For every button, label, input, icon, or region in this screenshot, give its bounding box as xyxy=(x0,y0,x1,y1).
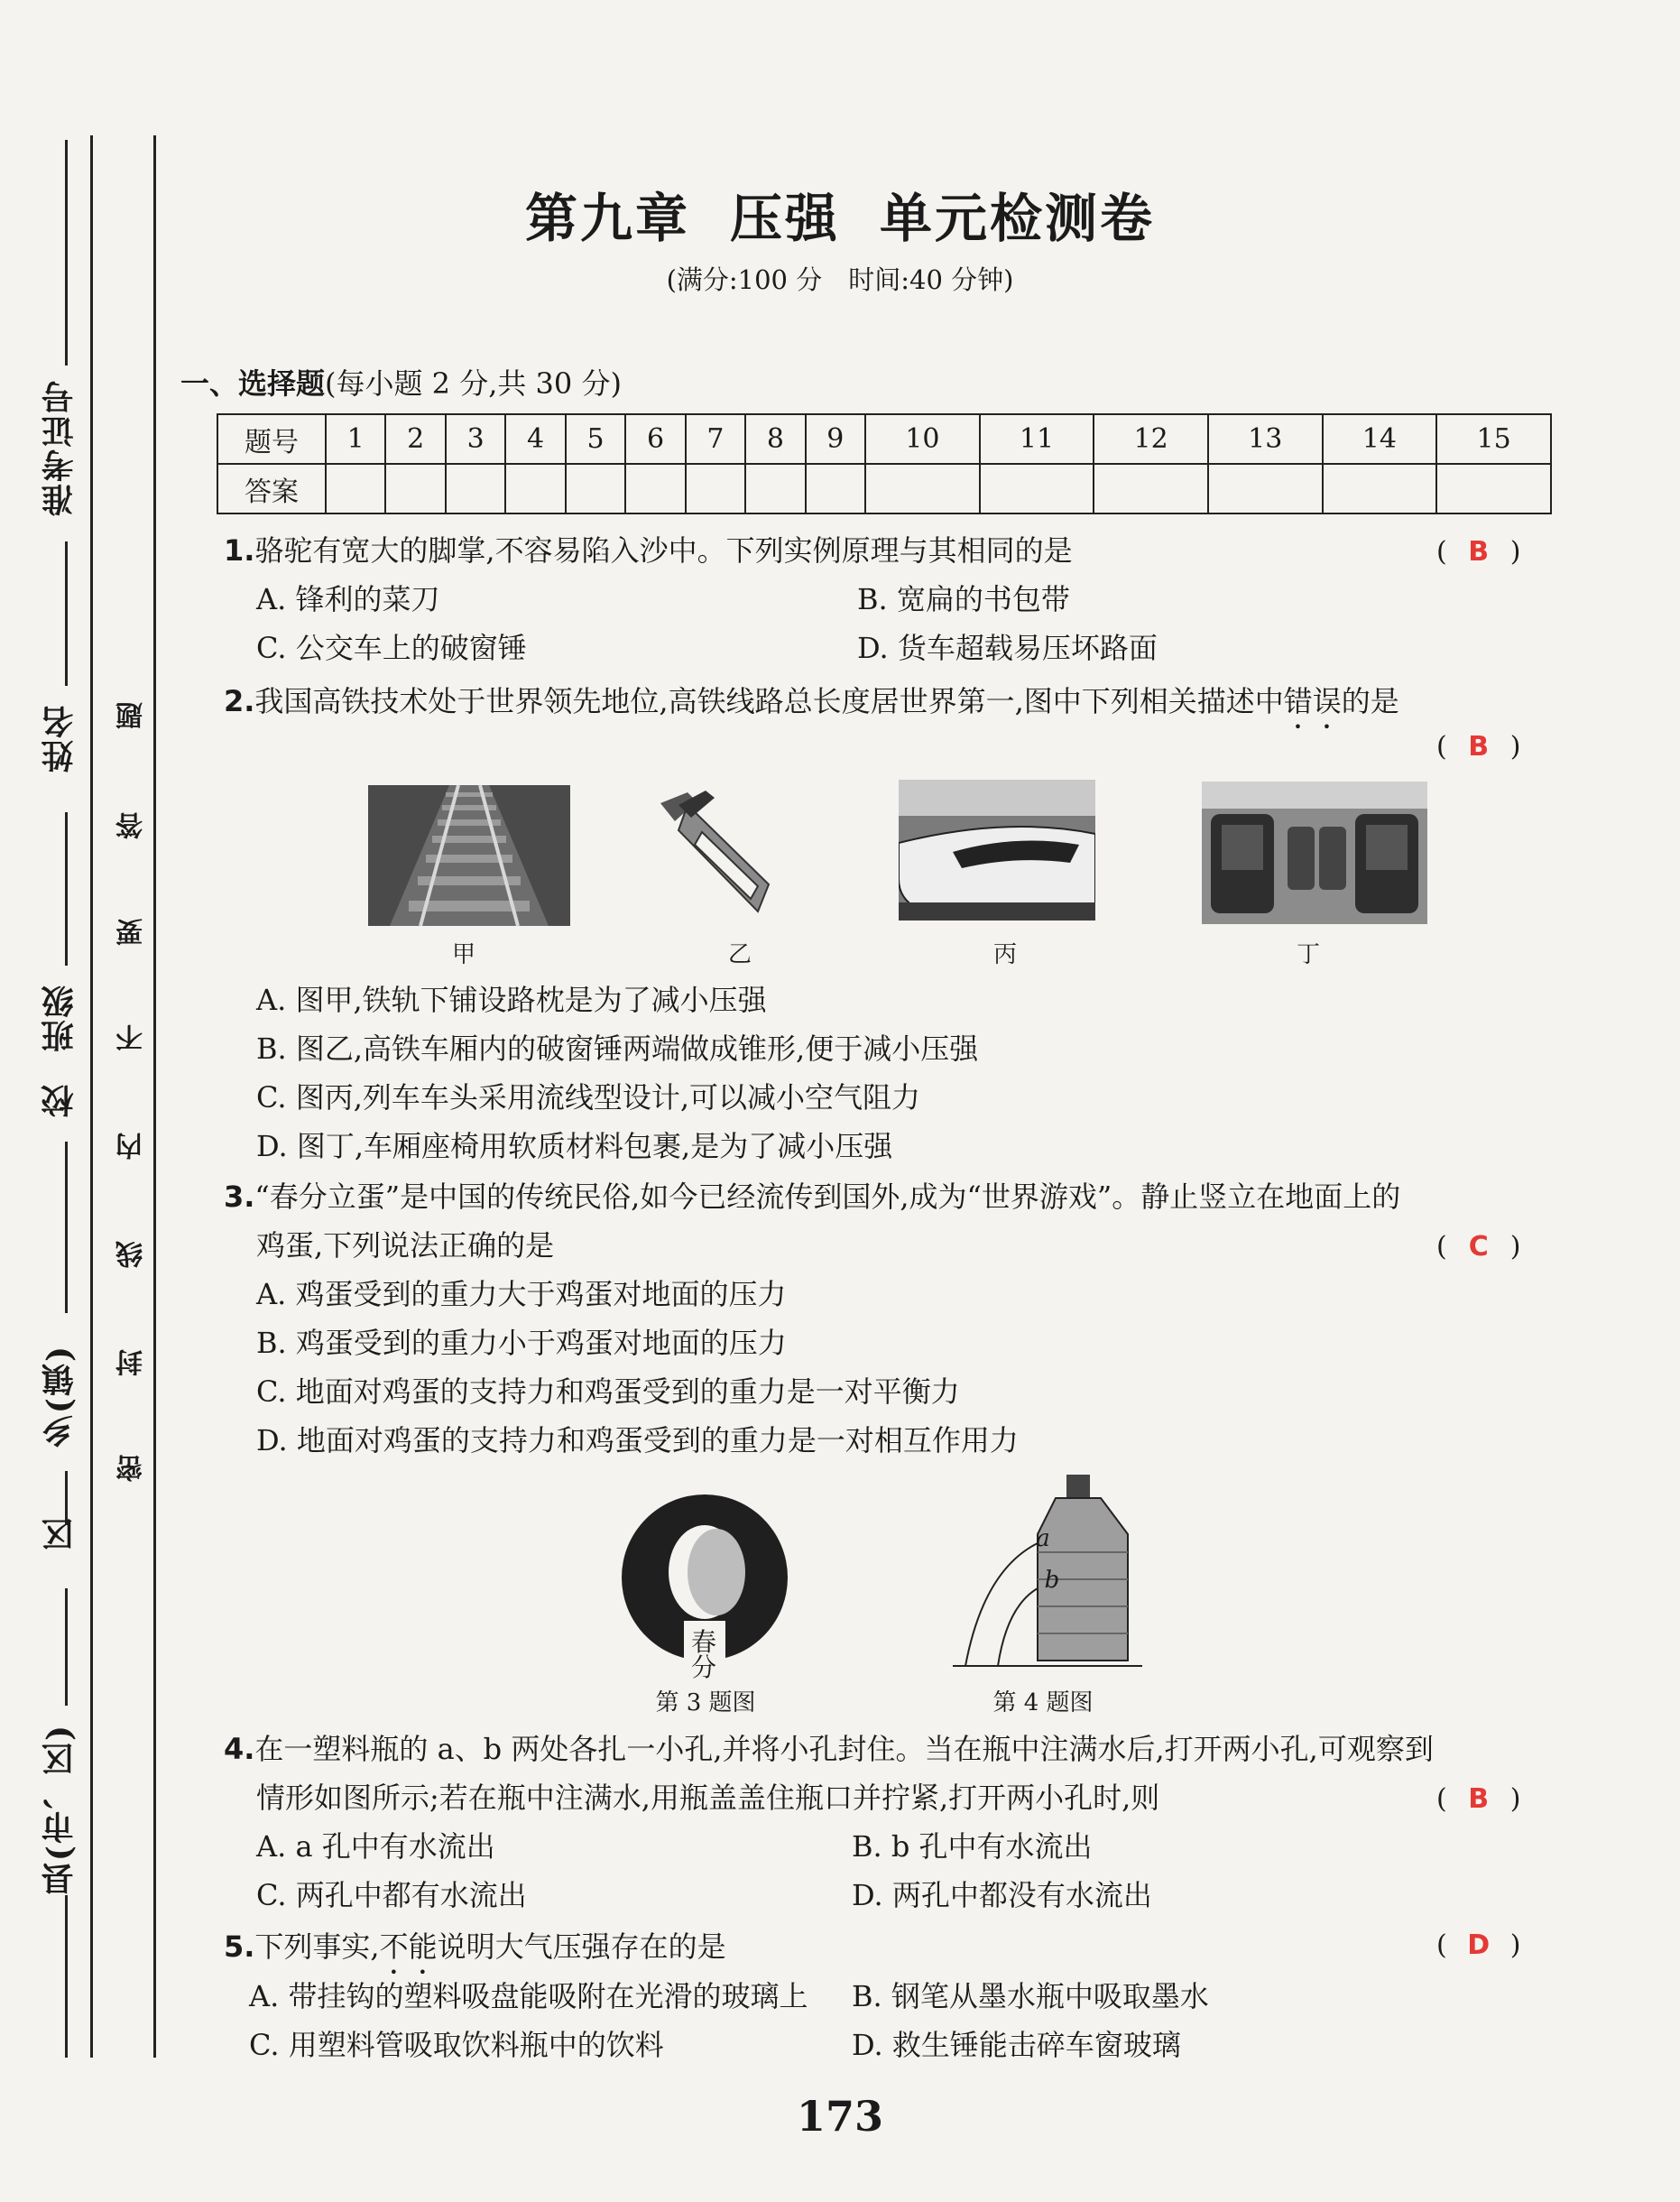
q1-answer: ( B ) xyxy=(1436,536,1521,568)
q5-text-emphasis: 不能 xyxy=(379,1929,438,1964)
q3-stem-line2: 鸡蛋,下列说法正确的是 xyxy=(256,1228,555,1263)
margin-label-school: 校 xyxy=(41,1083,78,1117)
seal-char-7: 封 xyxy=(116,1349,148,1376)
q3-option-c: C. 地面对鸡蛋的支持力和鸡蛋受到的重力是一对平衡力 xyxy=(256,1374,960,1409)
q1-option-a: A. 锋利的菜刀 xyxy=(256,582,440,616)
q2-option-c: C. 图丙,列车车头采用流线型设计,可以减小空气阻力 xyxy=(256,1080,921,1115)
answer-cell[interactable] xyxy=(1208,464,1323,513)
q3-option-a: A. 鸡蛋受到的重力大于鸡蛋对地面的压力 xyxy=(256,1277,787,1311)
figure-egg-label-1: 春 xyxy=(690,1627,716,1657)
answer-cell[interactable] xyxy=(686,464,745,513)
margin-blank-exam-id xyxy=(65,140,68,365)
seal-char-3: 要 xyxy=(116,919,148,946)
q1-option-c: C. 公交车上的破窗锤 xyxy=(256,631,527,665)
answer-cell[interactable] xyxy=(326,464,385,513)
answer-cell[interactable] xyxy=(980,464,1094,513)
q3-option-b: B. 鸡蛋受到的重力小于鸡蛋对地面的压力 xyxy=(256,1326,787,1360)
q5-answer-letter: D xyxy=(1467,1929,1491,1961)
q3-stem-line1 xyxy=(224,1180,1401,1214)
q5-text-a: 下列事实, xyxy=(254,1929,380,1964)
table-number: 13 xyxy=(1208,414,1323,464)
q4-stem-line2: 情形如图所示;若在瓶中注满水,用瓶盖盖住瓶口并拧紧,打开两小孔时,则 xyxy=(256,1781,1160,1815)
q5-option-c: C. 用塑料管吸取饮料瓶中的饮料 xyxy=(249,2028,664,2062)
answer-cell[interactable] xyxy=(865,464,980,513)
table-number: 4 xyxy=(505,414,565,464)
answer-cell[interactable] xyxy=(1323,464,1437,513)
seal-char-5: 内 xyxy=(116,1133,148,1160)
title-test: 单元检测卷 xyxy=(880,188,1156,249)
answer-cell[interactable] xyxy=(385,464,445,513)
q2-option-b: B. 图乙,高铁车厢内的破窗锤两端做成锥形,便于减小压强 xyxy=(256,1032,979,1066)
q2-text-b: 的是 xyxy=(1341,684,1399,718)
seal-char-2: 答 xyxy=(116,812,148,839)
table-number: 14 xyxy=(1323,414,1437,464)
table-number: 7 xyxy=(686,414,745,464)
section-heading xyxy=(180,361,622,402)
answer-cell[interactable] xyxy=(446,464,505,513)
q3-option-d: D. 地面对鸡蛋的支持力和鸡蛋受到的重力是一对相互作用力 xyxy=(256,1423,1019,1457)
table-number: 12 xyxy=(1094,414,1208,464)
q3-answer: ( C ) xyxy=(1436,1231,1521,1263)
table-number: 15 xyxy=(1436,414,1551,464)
section-title: 一、选择题 xyxy=(180,366,326,401)
q2-answer-letter: B xyxy=(1468,731,1490,763)
q2-text-a: 我国高铁技术处于世界领先地位,高铁线路总长度居世界第一,图中下列相关描述中 xyxy=(254,684,1284,718)
figure-bottle-label-b: b xyxy=(1044,1567,1060,1594)
title-topic: 压强 xyxy=(729,188,840,249)
figure-caption-ding: 丁 xyxy=(1296,941,1320,968)
table-number: 6 xyxy=(625,414,685,464)
q1-option-d: D. 货车超载易压坏路面 xyxy=(857,631,1158,665)
q4-answer-letter: B xyxy=(1468,1783,1490,1815)
answer-table-answer-row xyxy=(217,464,1551,513)
figure-caption-jia: 甲 xyxy=(451,941,475,968)
seal-char-4: 不 xyxy=(116,1024,148,1051)
table-number: 1 xyxy=(326,414,385,464)
margin-blank-school xyxy=(65,1142,68,1313)
q2-number: 2. xyxy=(224,684,255,718)
q4-text-1: 在一塑料瓶的 a、b 两处各扎一小孔,并将小孔封住。当在瓶中注满水后,打开两小孔,可观察到 xyxy=(254,1732,1434,1766)
margin-blank-class xyxy=(65,812,68,966)
q5-option-a: A. 带挂钩的塑料吸盘能吸附在光滑的玻璃上 xyxy=(249,1979,808,2013)
q2-option-a: A. 图甲,铁轨下铺设路枕是为了减小压强 xyxy=(256,983,767,1017)
table-number: 2 xyxy=(385,414,445,464)
margin-blank-district xyxy=(65,1588,68,1706)
q3-answer-letter: C xyxy=(1468,1231,1489,1263)
figure-caption-yi: 乙 xyxy=(727,941,752,968)
figure-caption-q3: 第 3 题图 xyxy=(655,1689,756,1716)
answer-cell[interactable] xyxy=(625,464,685,513)
answer-cell[interactable] xyxy=(566,464,625,513)
page-number: 173 xyxy=(796,2092,884,2141)
q3-text-1: “春分立蛋”是中国的传统民俗,如今已经流传到国外,成为“世界游戏”。静止竖立在地面上的 xyxy=(254,1180,1401,1214)
q4-stem-line1 xyxy=(224,1732,1434,1766)
table-label-answer: 答案 xyxy=(217,464,326,513)
table-label-number: 题号 xyxy=(217,414,326,464)
figure-bullet-train xyxy=(899,780,1095,921)
q1-stem xyxy=(224,533,1073,568)
table-number: 8 xyxy=(745,414,805,464)
seal-char-1: 题 xyxy=(116,702,148,729)
margin-label-district: 区 xyxy=(41,1516,78,1550)
q2-option-d: D. 图丁,车厢座椅用软质材料包裹,是为了减小压强 xyxy=(256,1129,893,1163)
answer-table-number-row xyxy=(217,414,1551,464)
margin-label-name: 姓名 xyxy=(41,704,78,773)
answer-cell[interactable] xyxy=(505,464,565,513)
title-chapter: 第九章 xyxy=(524,188,690,249)
q5-option-d: D. 救生锤能击碎车窗玻璃 xyxy=(852,2028,1181,2062)
seal-char-8: 密 xyxy=(116,1455,148,1482)
q5-answer: ( D ) xyxy=(1436,1929,1521,1961)
q1-answer-letter: B xyxy=(1468,536,1490,568)
q2-stem xyxy=(224,684,1399,736)
answer-cell[interactable] xyxy=(745,464,805,513)
figure-train-seats xyxy=(1202,782,1427,924)
binding-line-inner xyxy=(153,135,156,2058)
q5-option-b: B. 钢笔从墨水瓶中吸取墨水 xyxy=(852,1979,1209,2013)
figure-safety-hammer xyxy=(651,785,805,921)
answer-table xyxy=(217,413,1552,514)
figure-caption-q4: 第 4 题图 xyxy=(992,1689,1094,1716)
figure-egg-label-2: 分 xyxy=(690,1652,716,1682)
figure-caption-bing: 丙 xyxy=(992,941,1017,968)
binding-line-outer xyxy=(90,135,93,2058)
table-number: 9 xyxy=(806,414,865,464)
q4-answer: ( B ) xyxy=(1436,1783,1521,1815)
page-title xyxy=(0,176,1680,252)
margin-blank-county xyxy=(65,1895,68,2058)
q4-option-a: A. a 孔中有水流出 xyxy=(256,1829,495,1864)
section-note: (每小题 2 分,共 30 分) xyxy=(325,366,622,401)
answer-cell[interactable] xyxy=(1094,464,1208,513)
margin-label-exam-id: 准考证号 xyxy=(41,379,78,516)
q5-text-b: 说明大气压强存在的是 xyxy=(437,1929,726,1964)
answer-cell[interactable] xyxy=(1436,464,1551,513)
q5-number: 5. xyxy=(224,1929,255,1964)
margin-blank-name xyxy=(65,541,68,686)
q4-option-c: C. 两孔中都有水流出 xyxy=(256,1878,527,1912)
q4-option-b: B. b 孔中有水流出 xyxy=(852,1829,1093,1864)
q5-stem xyxy=(224,1929,726,1981)
q2-answer: ( B ) xyxy=(1436,731,1521,763)
figure-bottle-label-a: a xyxy=(1036,1525,1050,1552)
q2-text-emphasis: 错误 xyxy=(1283,684,1342,718)
q1-text: 骆驼有宽大的脚掌,不容易陷入沙中。下列实例原理与其相同的是 xyxy=(254,533,1073,568)
q4-number: 4. xyxy=(224,1732,255,1766)
page-subtitle: (满分:100 分 时间:40 分钟) xyxy=(666,264,1014,295)
q4-option-d: D. 两孔中都没有水流出 xyxy=(852,1878,1152,1912)
figure-railway-track xyxy=(368,785,570,926)
q3-number: 3. xyxy=(224,1180,255,1214)
margin-label-town: 乡(镇) xyxy=(41,1345,78,1448)
answer-cell[interactable] xyxy=(806,464,865,513)
seal-char-6: 线 xyxy=(116,1241,148,1268)
margin-label-county: 县(市、区) xyxy=(41,1724,78,1896)
table-number: 5 xyxy=(566,414,625,464)
q1-number: 1. xyxy=(224,533,255,568)
table-number: 11 xyxy=(980,414,1094,464)
table-number: 10 xyxy=(865,414,980,464)
table-number: 3 xyxy=(446,414,505,464)
margin-label-class: 班级 xyxy=(41,984,78,1052)
q1-option-b: B. 宽扁的书包带 xyxy=(857,582,1070,616)
